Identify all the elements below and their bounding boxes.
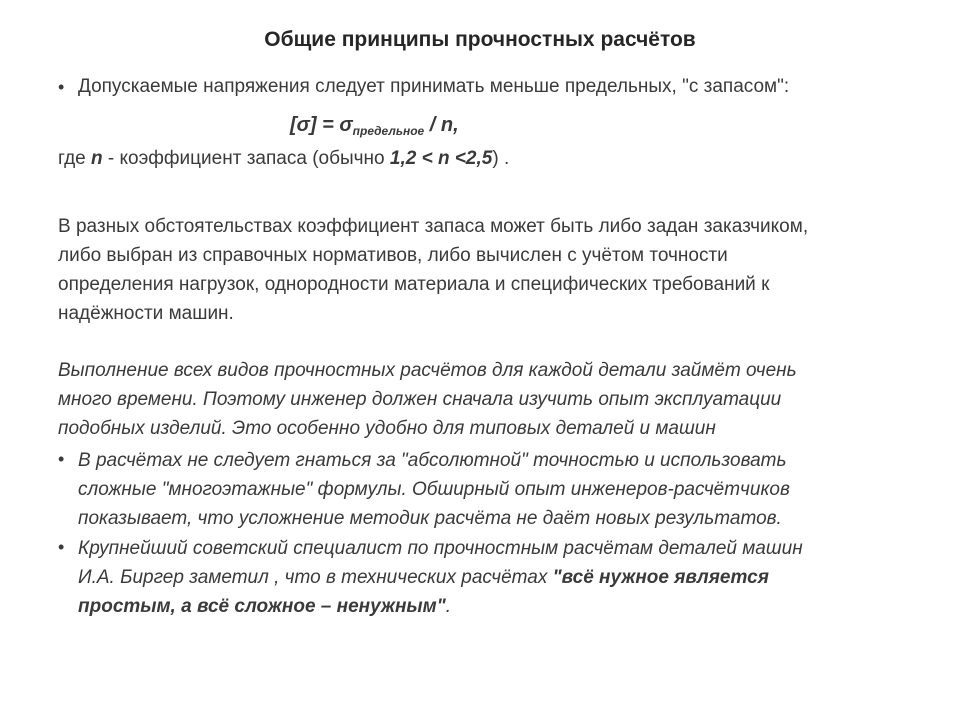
formula-lhs: [σ] = σ bbox=[290, 114, 353, 136]
paragraph-line: определения нагрузок, однородности материала и специфических требований к bbox=[58, 274, 770, 295]
intro-text: Допускаемые напряжения следует принимать меньше предельных, "с запасом": bbox=[78, 76, 790, 97]
paragraph-experience bbox=[58, 356, 797, 443]
bullet-line: Крупнейший советский специалист по прочностным расчётам деталей машин bbox=[78, 538, 803, 559]
bullet-accuracy bbox=[78, 446, 790, 533]
bullet-line: В расчётах не следует гнаться за "абсолютной" точностью и использовать bbox=[78, 450, 787, 471]
formula-explanation bbox=[58, 146, 509, 172]
where-var: n bbox=[91, 148, 103, 169]
paragraph-safety-factor bbox=[58, 212, 808, 328]
bullet-marker: • bbox=[58, 77, 65, 97]
bullet-text: И.А. Биргер заметил , что в технических расчётах bbox=[78, 567, 553, 588]
paragraph-line: В разных обстоятельствах коэффициент запаса может быть либо задан заказчиком, bbox=[58, 216, 809, 237]
paragraph-line: либо выбран из справочных нормативов, либо вычислен с учётом точности bbox=[58, 245, 728, 266]
bullet-line bbox=[78, 563, 803, 592]
quote-text: простым, а всё сложное – ненужным" bbox=[78, 596, 446, 617]
paragraph-line: Выполнение всех видов прочностных расчётов для каждой детали займёт очень bbox=[58, 360, 797, 381]
where-prefix: где bbox=[58, 148, 92, 169]
slide-title: Общие принципы прочностных расчётов bbox=[264, 28, 696, 51]
formula-rhs: / n, bbox=[424, 114, 459, 136]
formula-subscript: предельное bbox=[352, 124, 425, 138]
bullet-marker: • bbox=[58, 449, 65, 469]
bullet-text: . bbox=[445, 596, 451, 617]
bullet-line: показывает, что усложнение методик расчёта не даёт новых результатов. bbox=[78, 508, 782, 529]
where-range: 1,2 < n <2,5 bbox=[389, 148, 493, 169]
paragraph-line: надёжности машин. bbox=[58, 303, 234, 324]
paragraph-line: много времени. Поэтому инженер должен сначала изучить опыт эксплуатации bbox=[58, 389, 782, 410]
formula bbox=[290, 110, 459, 146]
bullet-marker: • bbox=[58, 537, 65, 557]
bullet-line: сложные "многоэтажные" формулы. Обширный опыт инженеров-расчётчиков bbox=[78, 479, 790, 500]
where-suffix: ) . bbox=[492, 148, 510, 169]
where-dash: - коэффициент запаса (обычно bbox=[102, 148, 390, 169]
paragraph-line: подобных изделий. Это особенно удобно для типовых деталей и машин bbox=[58, 418, 716, 439]
quote-text: "всё нужное является bbox=[552, 567, 769, 588]
bullet-line bbox=[78, 592, 803, 621]
bullet-birger-quote bbox=[78, 534, 803, 621]
